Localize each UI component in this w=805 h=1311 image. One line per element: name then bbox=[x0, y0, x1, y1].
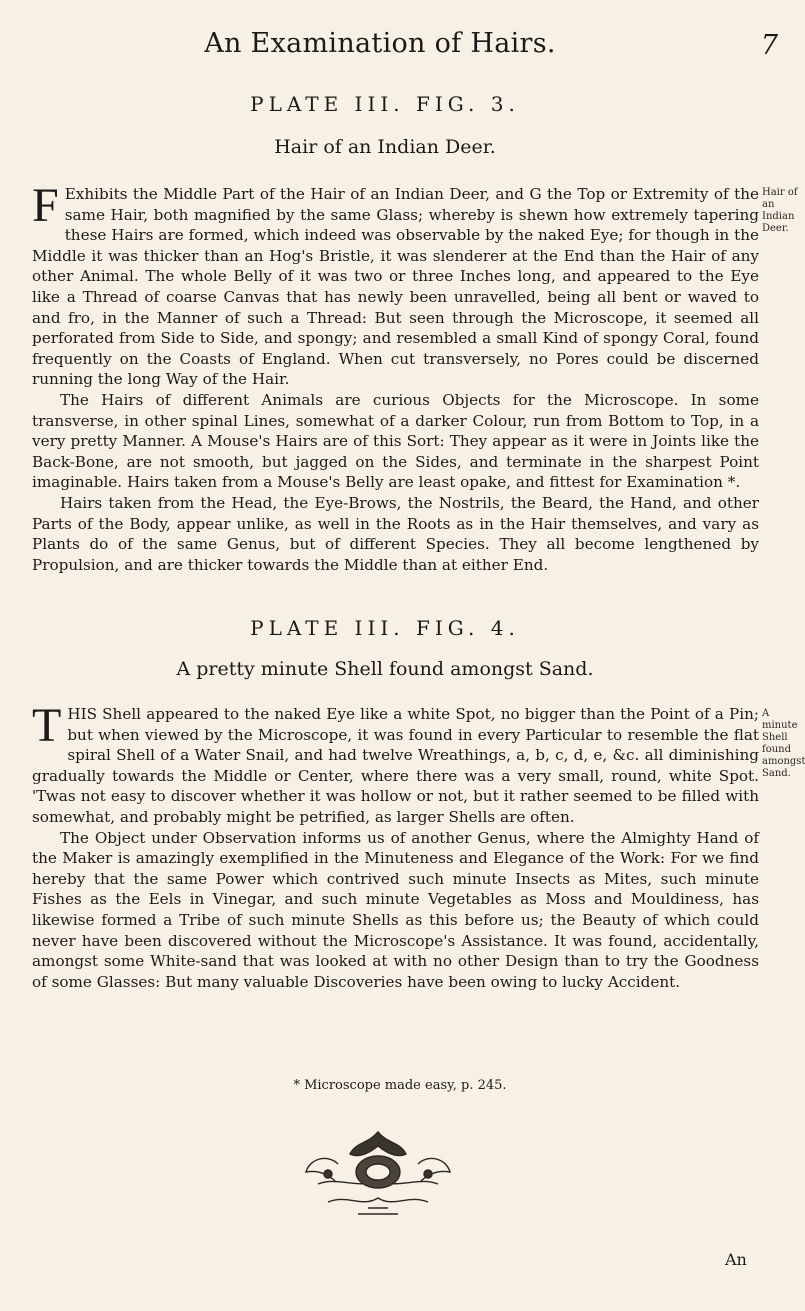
footnote: * Microscope made easy, p. 245. bbox=[293, 1078, 507, 1093]
plate-subtitle-fig3: Hair of an Indian Deer. bbox=[274, 136, 496, 158]
drop-cap: F bbox=[32, 179, 59, 232]
paragraph-text: HIS Shell appeared to the naked Eye like a white Spot, no bigger than the Point of a Pin; but when viewed by the Microscope, it was found in every Particular to resemble the flat spiral Shell of a Water Snail, and had twelve Wreathings, a, b, c, d, e, &c. all diminishing gradually towards the Middle or Center, where there was a very small, round, white Spot. 'Twas not easy to discover whether it was hollow or not, but it rather seemed to be filled with somewhat, and probably might be petrified, as larger Shells are often. bbox=[32, 705, 759, 826]
plate-heading-fig4: PLATE III. FIG. 4. bbox=[250, 616, 520, 640]
paragraph: The Hairs of different Animals are curious Objects for the Microscope. In some transverse, in other spinal Lines, somewhat of a darker Colour, run from Bottom to Top, in a very pretty Manner. A Mouse's Hairs are of this Sort: They appear as it were in Joints like the Back-Bone, are not smooth, but jagged on the Sides, and terminate in the sharpest Point imaginable. Hairs taken from a Mouse's Belly are least opake, and fittest for Examination *. bbox=[32, 390, 759, 492]
printers-ornament-icon bbox=[298, 1124, 458, 1220]
running-head: An Examination of Hairs. bbox=[204, 28, 556, 59]
margin-note-minute-shell: A minute Shell found amongst Sand. bbox=[762, 708, 805, 779]
paragraph-text: Exhibits the Middle Part of the Hair of an Indian Deer, and G the Top or Extremity of the same Hair, both magnified by the same Glass; whereby is shewn how extremely tapering these Hairs are formed, which indeed was observable by the naked Eye; for though in the Middle it was thicker than an Hog's Bristle, it was slenderer at the End than the Hair of any other Animal. The whole Belly of it was two or three Inches long, and appeared to the Eye like a Thread of coarse Canvas that has newly been unravelled, being all bent or waved to and fro, in the Manner of such a Thread: But seen through the Microscope, it seemed all perforated from Side to Side, and spongy; and resembled a small Kind of spongy Coral, found frequently on the Coasts of England. When cut transversely, no Pores could be discerned running the long Way of the Hair. bbox=[32, 185, 759, 389]
margin-note-indian-deer: Hair of an Indian Deer. bbox=[762, 187, 798, 234]
plate-heading-fig3: PLATE III. FIG. 3. bbox=[250, 92, 520, 116]
paragraph bbox=[32, 699, 759, 828]
paragraph: The Object under Observation informs us of another Genus, where the Almighty Hand of the Maker is amazingly exemplified in the Minuteness and Elegance of the Work: For we find hereby that the same Power which contrived such minute Insects as Mites, such minute Fishes as the Eels in Vinegar, and such minute Vegetables as Moss and Mouldiness, has likewise formed a Tribe of such minute Shells as this before us; the Beauty of which could never have been discovered without the Microscope's Assistance. It was found, accidentally, amongst some White-sand that was looked at with no other Design than to try the Goodness of some Glasses: But many valuable Discoveries have been owing to lucky Accident. bbox=[32, 828, 759, 991]
catchword: An bbox=[725, 1250, 747, 1269]
drop-cap: T bbox=[32, 699, 62, 752]
section-fig3-text bbox=[32, 179, 759, 575]
page-number: 7 bbox=[760, 30, 778, 61]
paragraph: Hairs taken from the Head, the Eye-Brows, the Nostrils, the Beard, the Hand, and other Parts of the Body, appear unlike, as well in the Roots as in the Hair themselves, and vary as Plants do of the same Genus, but of different Species. They all become lengthened by Propulsion, and are thicker towards the Middle than at either End. bbox=[32, 493, 759, 574]
section-fig4-text bbox=[32, 699, 759, 992]
plate-subtitle-fig4: A pretty minute Shell found amongst Sand. bbox=[176, 658, 594, 680]
paragraph bbox=[32, 179, 759, 390]
